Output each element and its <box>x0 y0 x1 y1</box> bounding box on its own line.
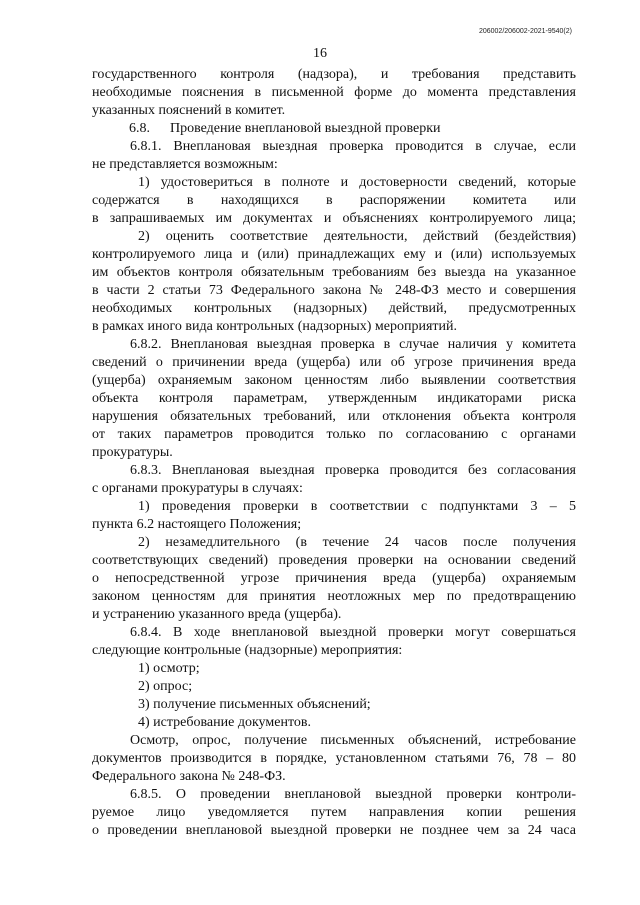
text-line: контролируемого лица и (или) принадлежащих ему и (или) используемых <box>92 247 576 262</box>
section-title: Проведение внеплановой выездной проверки <box>170 121 441 136</box>
page-number: 16 <box>313 46 327 61</box>
text-line: законом ценностям для принятия неотложных мер по предотвращению <box>92 589 576 604</box>
section-number: 6.8. <box>129 121 150 136</box>
section-heading <box>92 120 576 138</box>
list-item: 3) получение письменных объяснений; <box>138 697 371 712</box>
text-line: в части 2 статьи 73 Федерального закона № 248-ФЗ место и совершения <box>92 283 576 298</box>
text-line: им объектов контроля обязательным требованиям без выезда на указанное <box>92 265 576 280</box>
text-line: необходимых контрольных (надзорных) действий, предусмотренных <box>92 301 576 316</box>
document-id: 206002/206002-2021-9540(2) <box>478 28 572 35</box>
text-line: о проведении внеплановой выездной проверки не позднее чем за 24 часа <box>92 823 576 838</box>
list-item: 1) осмотр; <box>138 661 200 676</box>
text-line: 2) незамедлительного (в течение 24 часов после получения <box>138 535 576 550</box>
text-line: нарушения обязательных требований, или отклонения объекта контроля <box>92 409 576 424</box>
text-line: 6.8.5. О проведении внеплановой выездной проверки контроли- <box>130 787 576 802</box>
text-line: документов производится в порядке, установленном статьями 76, 78 – 80 <box>92 751 576 766</box>
text-line: не представляется возможным: <box>92 157 278 172</box>
document-body <box>92 66 576 840</box>
text-line: соответствующих сведений) проведения проверки на основании сведений <box>92 553 576 568</box>
text-line: государственного контроля (надзора), и требования представить <box>92 67 576 82</box>
text-line: руемое лицо уведомляется путем направления копии решения <box>92 805 576 820</box>
text-line: 6.8.1. Внеплановая выездная проверка проводится в случае, если <box>130 139 576 154</box>
text-line: Осмотр, опрос, получение письменных объяснений, истребование <box>130 733 576 748</box>
text-line: содержатся в находящихся в распоряжении комитета или <box>92 193 576 208</box>
text-line: (ущерба) охраняемым законом ценностям либо выявлении соответствия <box>92 373 576 388</box>
text-line: в запрашиваемых им документах и объяснениях контролируемого лица; <box>92 211 576 226</box>
text-line: о непосредственной угрозе причинения вреда (ущерба) охраняемым <box>92 571 576 586</box>
list-item: 2) опрос; <box>138 679 193 694</box>
text-line: объекта контроля параметрам, утвержденным индикаторами риска <box>92 391 576 406</box>
text-line: с органами прокуратуры в случаях: <box>92 481 303 496</box>
text-line: от таких параметров проводится только по согласованию с органами <box>92 427 576 442</box>
text-line: 6.8.3. Внеплановая выездная проверка проводится без согласования <box>130 463 576 478</box>
text-line: 1) проведения проверки в соответствии с подпунктами 3 – 5 <box>138 499 576 514</box>
text-line: 1) удостовериться в полноте и достоверности сведений, которые <box>138 175 576 190</box>
text-line: Федерального закона № 248-ФЗ. <box>92 769 286 784</box>
text-line: следующие контрольные (надзорные) мероприятия: <box>92 643 403 658</box>
text-line: необходимые пояснения в письменной форме до момента представления <box>92 85 576 100</box>
text-line: в рамках иного вида контрольных (надзорных) мероприятий. <box>92 319 458 334</box>
text-line: 2) оценить соответствие деятельности, действий (бездействия) <box>138 229 576 244</box>
text-line: и устранению указанного вреда (ущерба). <box>92 607 342 622</box>
text-line: указанных пояснений в комитет. <box>92 103 286 118</box>
text-line: 6.8.4. В ходе внеплановой выездной проверки могут совершаться <box>130 625 576 640</box>
text-line: сведений о причинении вреда (ущерба) или об угрозе причинения вреда <box>92 355 576 370</box>
text-line: 6.8.2. Внеплановая выездная проверка в случае наличия у комитета <box>130 337 576 352</box>
text-line: пункта 6.2 настоящего Положения; <box>92 517 302 532</box>
list-item: 4) истребование документов. <box>138 715 311 730</box>
text-line: прокуратуры. <box>92 445 173 460</box>
